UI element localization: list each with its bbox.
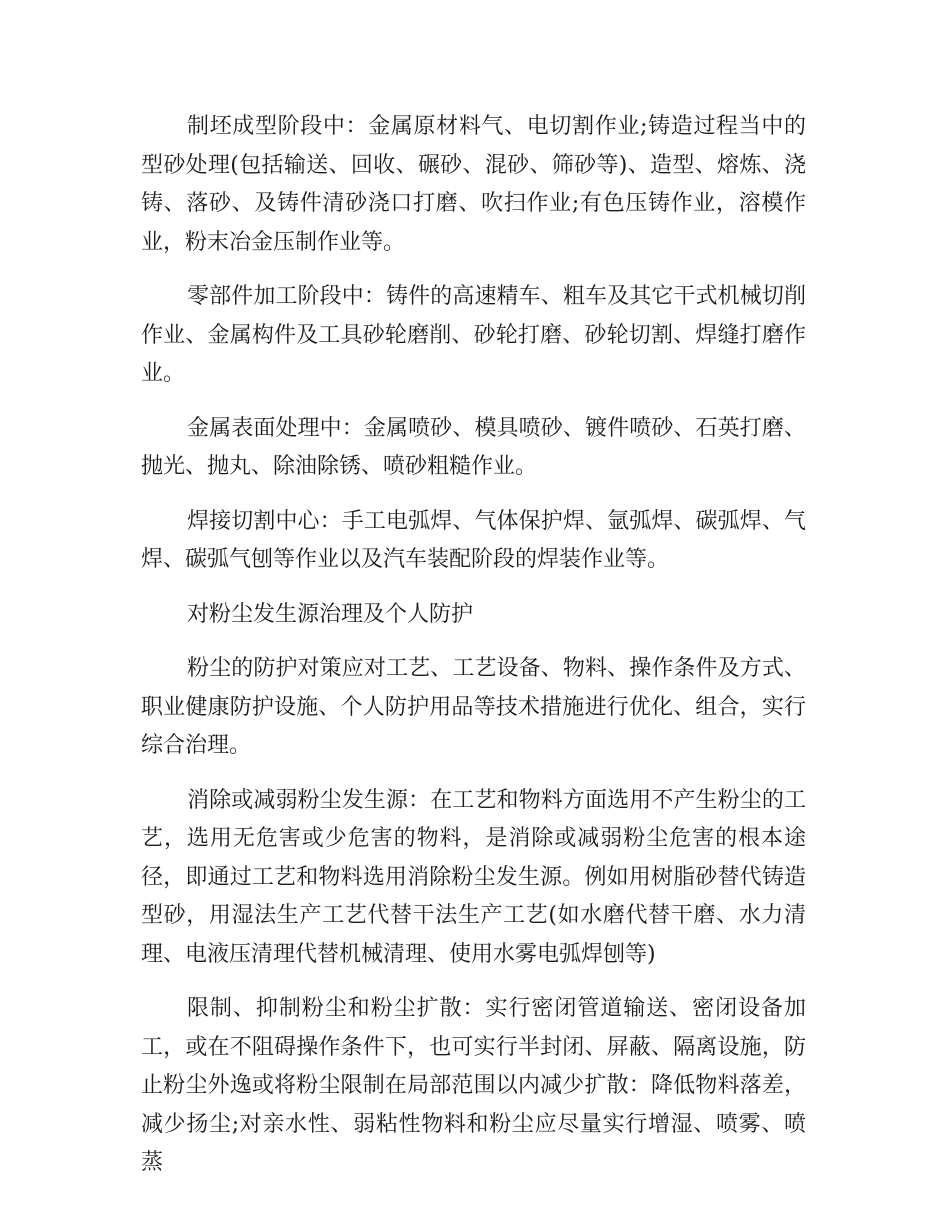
section-heading-dust-control: 对粉尘发生源治理及个人防护 — [187, 601, 474, 627]
paragraph-welding-cutting: 焊接切割中心：手工电弧焊、气体保护焊、氩弧焊、碳弧焊、气焊、碳弧气刨等作业以及汽车装配阶段的焊装作业等。 — [141, 508, 806, 572]
paragraph-eliminate-source: 消除或减弱粉尘发生源：在工艺和物料方面选用不产生粉尘的工艺，选用无危害或少危害的物料，是消除或减弱粉尘危害的根本途径，即通过工艺和物料选用消除粉尘发生源。例如用树脂砂替代铸造型砂，用湿法生产工艺代替干法生产工艺(如水磨代替干磨、水力清理、电液压清理代替机械清理、使用水雾电弧焊刨等) — [141, 787, 806, 967]
paragraph-parts-machining: 零部件加工阶段中：铸件的高速精车、粗车及其它干式机械切削作业、金属构件及工具砂轮磨削、砂轮打磨、砂轮切割、焊缝打磨作业。 — [141, 284, 806, 386]
document-body — [141, 108, 806, 1199]
paragraph-blank-forming: 制坯成型阶段中：金属原材料气、电切割作业;铸造过程当中的型砂处理(包括输送、回收、碾砂、混砂、筛砂等)、造型、熔炼、浇铸、落砂、及铸件清砂浇口打磨、吹扫作业;有色压铸作业，溶模作业，粉末冶金压制作业等。 — [141, 114, 806, 255]
paragraph-surface-treatment: 金属表面处理中：金属喷砂、模具喷砂、镀件喷砂、石英打磨、抛光、抛丸、除油除锈、喷砂粗糙作业。 — [141, 415, 806, 479]
paragraph-limit-diffusion: 限制、抑制粉尘和粉尘扩散：实行密闭管道输送、密闭设备加工，或在不阻碍操作条件下，也可实行半封闭、屏蔽、隔离设施，防止粉尘外逸或将粉尘限制在局部范围以内减少扩散：降低物料落差，减少扬尘;对亲水性、弱粘性物料和粉尘应尽量实行增湿、喷雾、喷蒸 — [141, 996, 806, 1175]
paragraph-dust-protection: 粉尘的防护对策应对工艺、工艺设备、物料、操作条件及方式、职业健康防护设施、个人防护用品等技术措施进行优化、组合，实行综合治理。 — [141, 656, 806, 758]
